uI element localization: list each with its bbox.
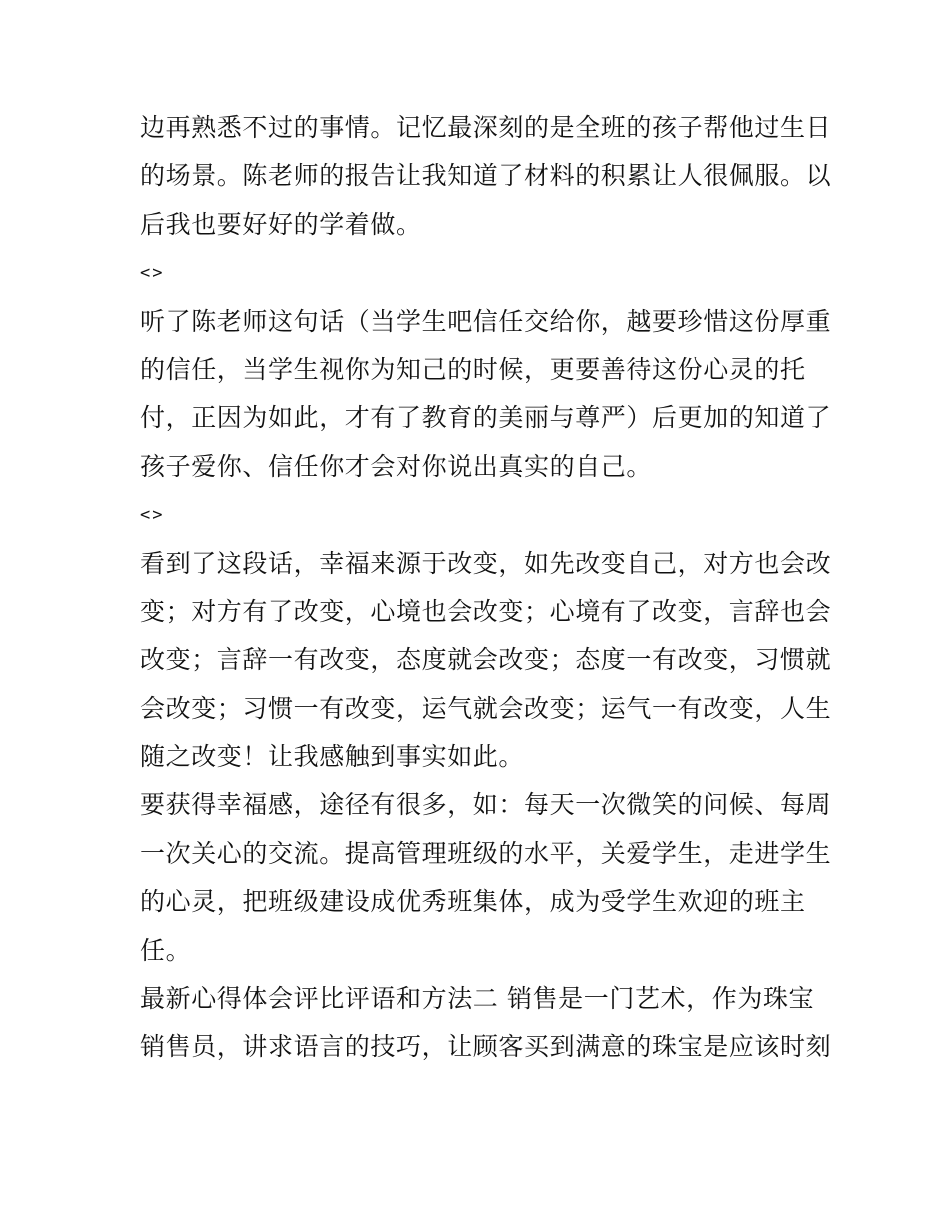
paragraph-3: [140, 540, 832, 782]
text-line: 孩子爱你、信任你才会对你说出真实的自己。: [140, 451, 653, 481]
paragraph-5: [140, 975, 832, 1072]
text-line: 的信任，当学生视你为知己的时候，更要善待这份心灵的托: [140, 354, 806, 384]
text-line: 边再熟悉不过的事情。记忆最深刻的是全班的孩子帮他过生日: [140, 113, 832, 142]
separator-marker: <>: [140, 263, 165, 284]
text-line: 最新心得体会评比评语和方法二 销售是一门艺术，作为珠宝: [140, 984, 815, 1014]
paragraph-2: [140, 298, 832, 492]
paragraph-1: [140, 104, 832, 249]
text-line: 改变；言辞一有改变，态度就会改变；态度一有改变，习惯就: [140, 645, 832, 675]
text-line: 看到了这段话，幸福来源于改变，如先改变自己，对方也会改: [140, 548, 832, 578]
text-line: 随之改变！让我感触到事实如此。: [140, 742, 525, 772]
paragraph-4: [140, 781, 832, 975]
text-line: 付，正因为如此，才有了教育的美丽与尊严）后更加的知道了: [140, 403, 832, 433]
text-line: 一次关心的交流。提高管理班级的水平，关爱学生，走进学生: [140, 838, 832, 868]
text-line: 后我也要好好的学着做。: [140, 209, 422, 239]
text-line: 销售员，讲求语言的技巧，让顾客买到满意的珠宝是应该时刻: [140, 1032, 832, 1062]
text-line: 会改变；习惯一有改变，运气就会改变；运气一有改变，人生: [140, 693, 832, 723]
text-line: 要获得幸福感，途径有很多，如：每天一次微笑的问候、每周: [140, 790, 832, 820]
text-line: 的心灵，把班级建设成优秀班集体，成为受学生欢迎的班主: [140, 887, 806, 917]
separator-marker: <>: [140, 505, 165, 526]
text-line: 变；对方有了改变，心境也会改变；心境有了改变，言辞也会: [140, 596, 832, 626]
text-line: 任。: [140, 935, 192, 965]
text-line: 的场景。陈老师的报告让我知道了材料的积累让人很佩服。以: [140, 161, 832, 191]
document-page: [140, 104, 832, 1072]
text-line: 听了陈老师这句话（当学生吧信任交给你，越要珍惜这份厚重: [140, 306, 832, 336]
